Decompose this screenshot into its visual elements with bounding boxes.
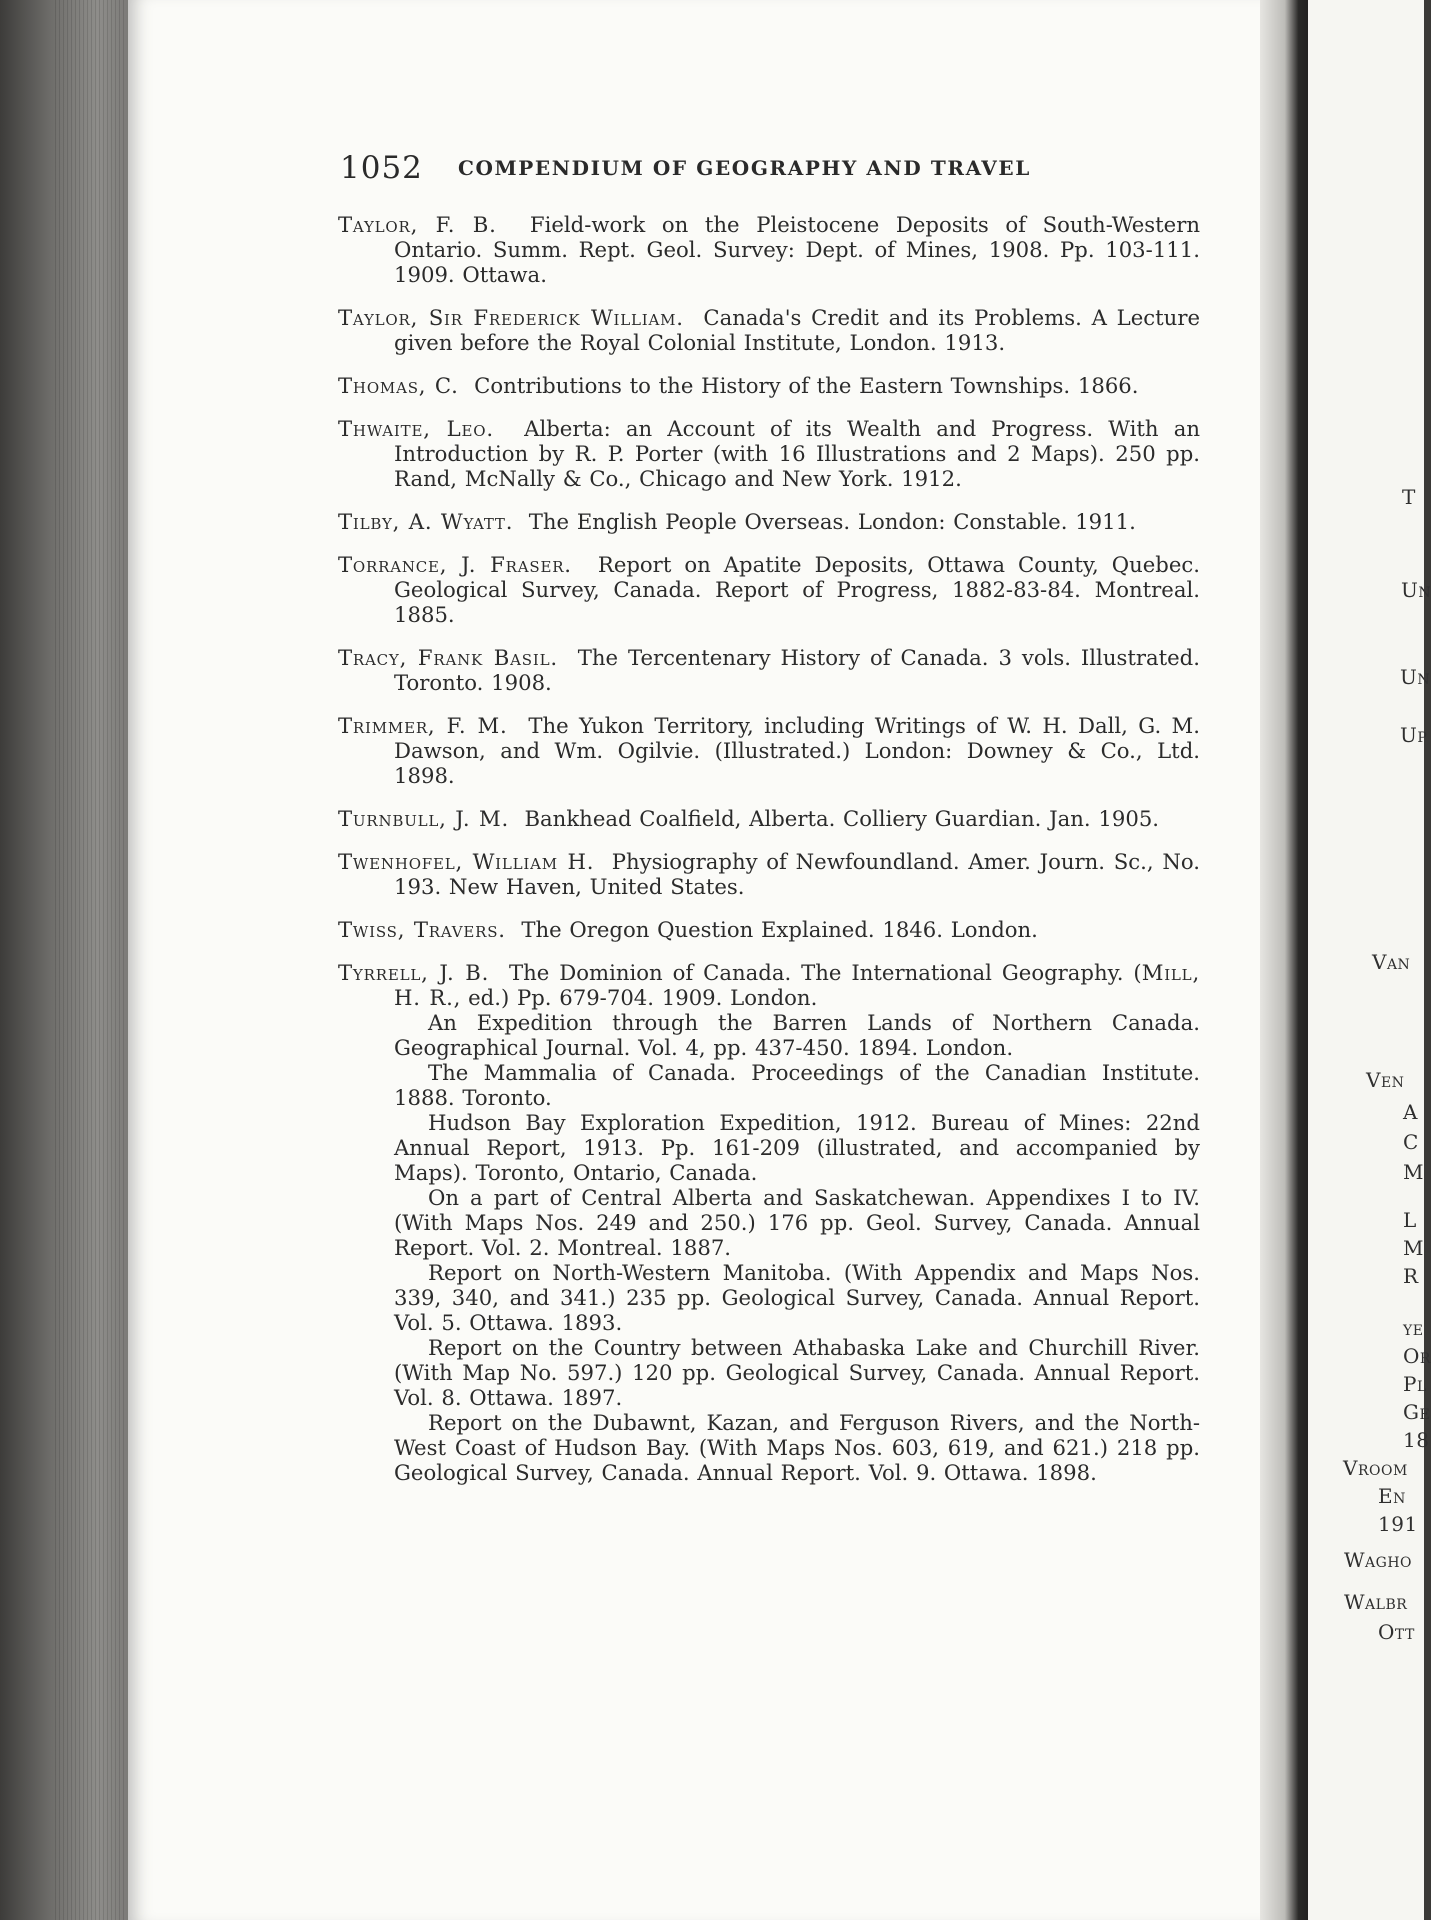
- entry-text: Alberta: an Account of its Wealth and Progress. With an Introduction by R. P. Porter (with 16 Illustrations and 2 Maps). 250 pp. Rand, McNally & Co., Chicago and New York. 1912.: [394, 416, 1200, 491]
- book-gutter: [1260, 0, 1315, 1920]
- right-page-fragment: Van: [1372, 950, 1411, 974]
- sub-entry: The Mammalia of Canada. Proceedings of the Canadian Institute. 1888. Toronto.: [394, 1060, 1200, 1110]
- author-name: Thwaite, Leo.: [338, 416, 494, 441]
- right-page-fragment: ye: [1403, 1316, 1424, 1340]
- entry-text: The Oregon Question Explained. 1846. London.: [521, 917, 1038, 942]
- author-name: Trimmer, F. M.: [338, 713, 508, 738]
- entry-text: The Tercentenary History of Canada. 3 vols. Illustrated. Toronto. 1908.: [394, 645, 1200, 695]
- page-header: [340, 150, 1200, 190]
- right-page-fragment: R: [1403, 1264, 1419, 1288]
- entry-text: Physiography of Newfoundland. Amer. Journ. Sc., No. 193. New Haven, United States.: [394, 849, 1200, 899]
- sub-entry: An Expedition through the Barren Lands of Northern Canada. Geographical Journal. Vol. 4, pp. 437-450. 1894. London.: [394, 1010, 1200, 1060]
- entry-text: The English People Overseas. London: Constable. 1911.: [528, 509, 1136, 534]
- entry-text: Canada's Credit and its Problems. A Lecture given before the Royal Colonial Institute, London. 1913.: [394, 305, 1200, 355]
- sub-entry: Report on the Country between Athabaska Lake and Churchill River. (With Map No. 597.) 120 pp. Geological Survey, Canada. Annual Report. Vol. 8. Ottawa. 1897.: [394, 1335, 1200, 1410]
- right-page-fragment: M: [1403, 1160, 1424, 1184]
- bibliography-entry: [338, 416, 1200, 491]
- right-page-fragment: Or: [1403, 1344, 1431, 1368]
- author-name: Torrance, J. Fraser.: [338, 552, 572, 577]
- right-page-fragment: M: [1403, 1236, 1424, 1260]
- right-page-fragment: En: [1378, 1484, 1406, 1508]
- entry-text: , ed.) Pp. 679-704. 1909. London.: [453, 985, 818, 1010]
- sub-entry: Report on the Dubawnt, Kazan, and Ferguson Rivers, and the North-West Coast of Hudson Bay. (With Maps Nos. 603, 619, and 621.) 218 pp. Geological Survey, Canada. Annual Report. Vol. 9. Ottawa. 1898.: [394, 1410, 1200, 1485]
- right-page-fragment: 191: [1378, 1512, 1418, 1536]
- right-page-fragment: 18: [1403, 1428, 1430, 1452]
- right-page-fragment: Ge: [1403, 1400, 1431, 1424]
- author-name: Taylor, F. B.: [338, 212, 497, 237]
- right-page-fragment: Un: [1400, 665, 1431, 689]
- right-page-fragment: Pl: [1403, 1372, 1427, 1396]
- book-page-right-partial: [1308, 0, 1431, 1920]
- author-name: Tracy, Frank Basil.: [338, 645, 558, 670]
- right-page-fragment: Vroom: [1343, 1456, 1408, 1480]
- page-number: 1052: [340, 150, 423, 186]
- sub-entry: Hudson Bay Exploration Expedition, 1912. Bureau of Mines: 22nd Annual Report, 1913. Pp. 161-209 (illustrated, and accompanied by Maps). Toronto, Ontario, Canada.: [394, 1110, 1200, 1185]
- bibliography: [338, 212, 1200, 1485]
- right-page-fragment: T: [1402, 485, 1416, 509]
- right-page-fragment: Up: [1400, 723, 1428, 747]
- author-name: Thomas, C.: [338, 373, 459, 398]
- author-name: Twenhofel, William H.: [338, 849, 595, 874]
- bibliography-entry: [338, 645, 1200, 695]
- bibliography-entry: [338, 509, 1200, 534]
- right-page-fragment: Ven: [1366, 1068, 1405, 1092]
- editor-name: Mill, H. R.: [394, 960, 1200, 1010]
- entry-text: Report on Apatite Deposits, Ottawa County, Quebec. Geological Survey, Canada. Report of Progress, 1882-83-84. Montreal. 1885.: [394, 552, 1200, 627]
- bibliography-entry: [338, 849, 1200, 899]
- author-name: Tyrrell, J. B.: [338, 960, 490, 985]
- bibliography-entry: [338, 806, 1200, 831]
- entry-text: Field-work on the Pleistocene Deposits of South-Western Ontario. Summ. Rept. Geol. Survey: Dept. of Mines, 1908. Pp. 103-111. 1909. Ottawa.: [394, 212, 1200, 287]
- bibliography-entry: [338, 917, 1200, 942]
- right-page-fragment: L: [1403, 1208, 1417, 1232]
- author-name: Turnbull, J. M.: [338, 806, 509, 831]
- entry-text: Contributions to the History of the Eastern Townships. 1866.: [474, 373, 1139, 398]
- bibliography-entry: [338, 373, 1200, 398]
- sub-entry: On a part of Central Alberta and Saskatchewan. Appendixes I to IV. (With Maps Nos. 249 and 250.) 176 pp. Geol. Survey, Canada. Annual Report. Vol. 2. Montreal. 1887.: [394, 1185, 1200, 1260]
- sub-entry: Report on North-Western Manitoba. (With Appendix and Maps Nos. 339, 340, and 341.) 235 pp. Geological Survey, Canada. Annual Report. Vol. 5. Ottawa. 1893.: [394, 1260, 1200, 1335]
- bibliography-entry: [338, 212, 1200, 287]
- page-edge-lines: [55, 0, 125, 1920]
- right-page-fragment: C: [1403, 1130, 1419, 1154]
- bibliography-entry: [338, 305, 1200, 355]
- right-page-fragment: Walbr: [1344, 1590, 1408, 1614]
- author-name: Twiss, Travers.: [338, 917, 506, 942]
- bibliography-entry: [338, 552, 1200, 627]
- author-name: Taylor, Sir Frederick William.: [338, 305, 684, 330]
- bibliography-entry-tyrrell: [338, 960, 1200, 1010]
- right-page-fragment: A: [1403, 1100, 1418, 1124]
- entry-text: The Dominion of Canada. The International Geography. (: [509, 960, 1142, 985]
- right-page-fragment: Wagho: [1344, 1548, 1413, 1572]
- bibliography-entry: [338, 713, 1200, 788]
- entry-text: The Yukon Territory, including Writings of W. H. Dall, G. M. Dawson, and Wm. Ogilvie. (Illustrated.) London: Downey & Co., Ltd. 1898.: [394, 713, 1200, 788]
- entry-text: Bankhead Coalfield, Alberta. Colliery Guardian. Jan. 1905.: [524, 806, 1160, 831]
- running-title: COMPENDIUM OF GEOGRAPHY AND TRAVEL: [458, 156, 1031, 180]
- author-name: Tilby, A. Wyatt.: [338, 509, 514, 534]
- right-page-fragment: Ott: [1378, 1620, 1415, 1644]
- right-page-fragment: Un: [1401, 578, 1431, 602]
